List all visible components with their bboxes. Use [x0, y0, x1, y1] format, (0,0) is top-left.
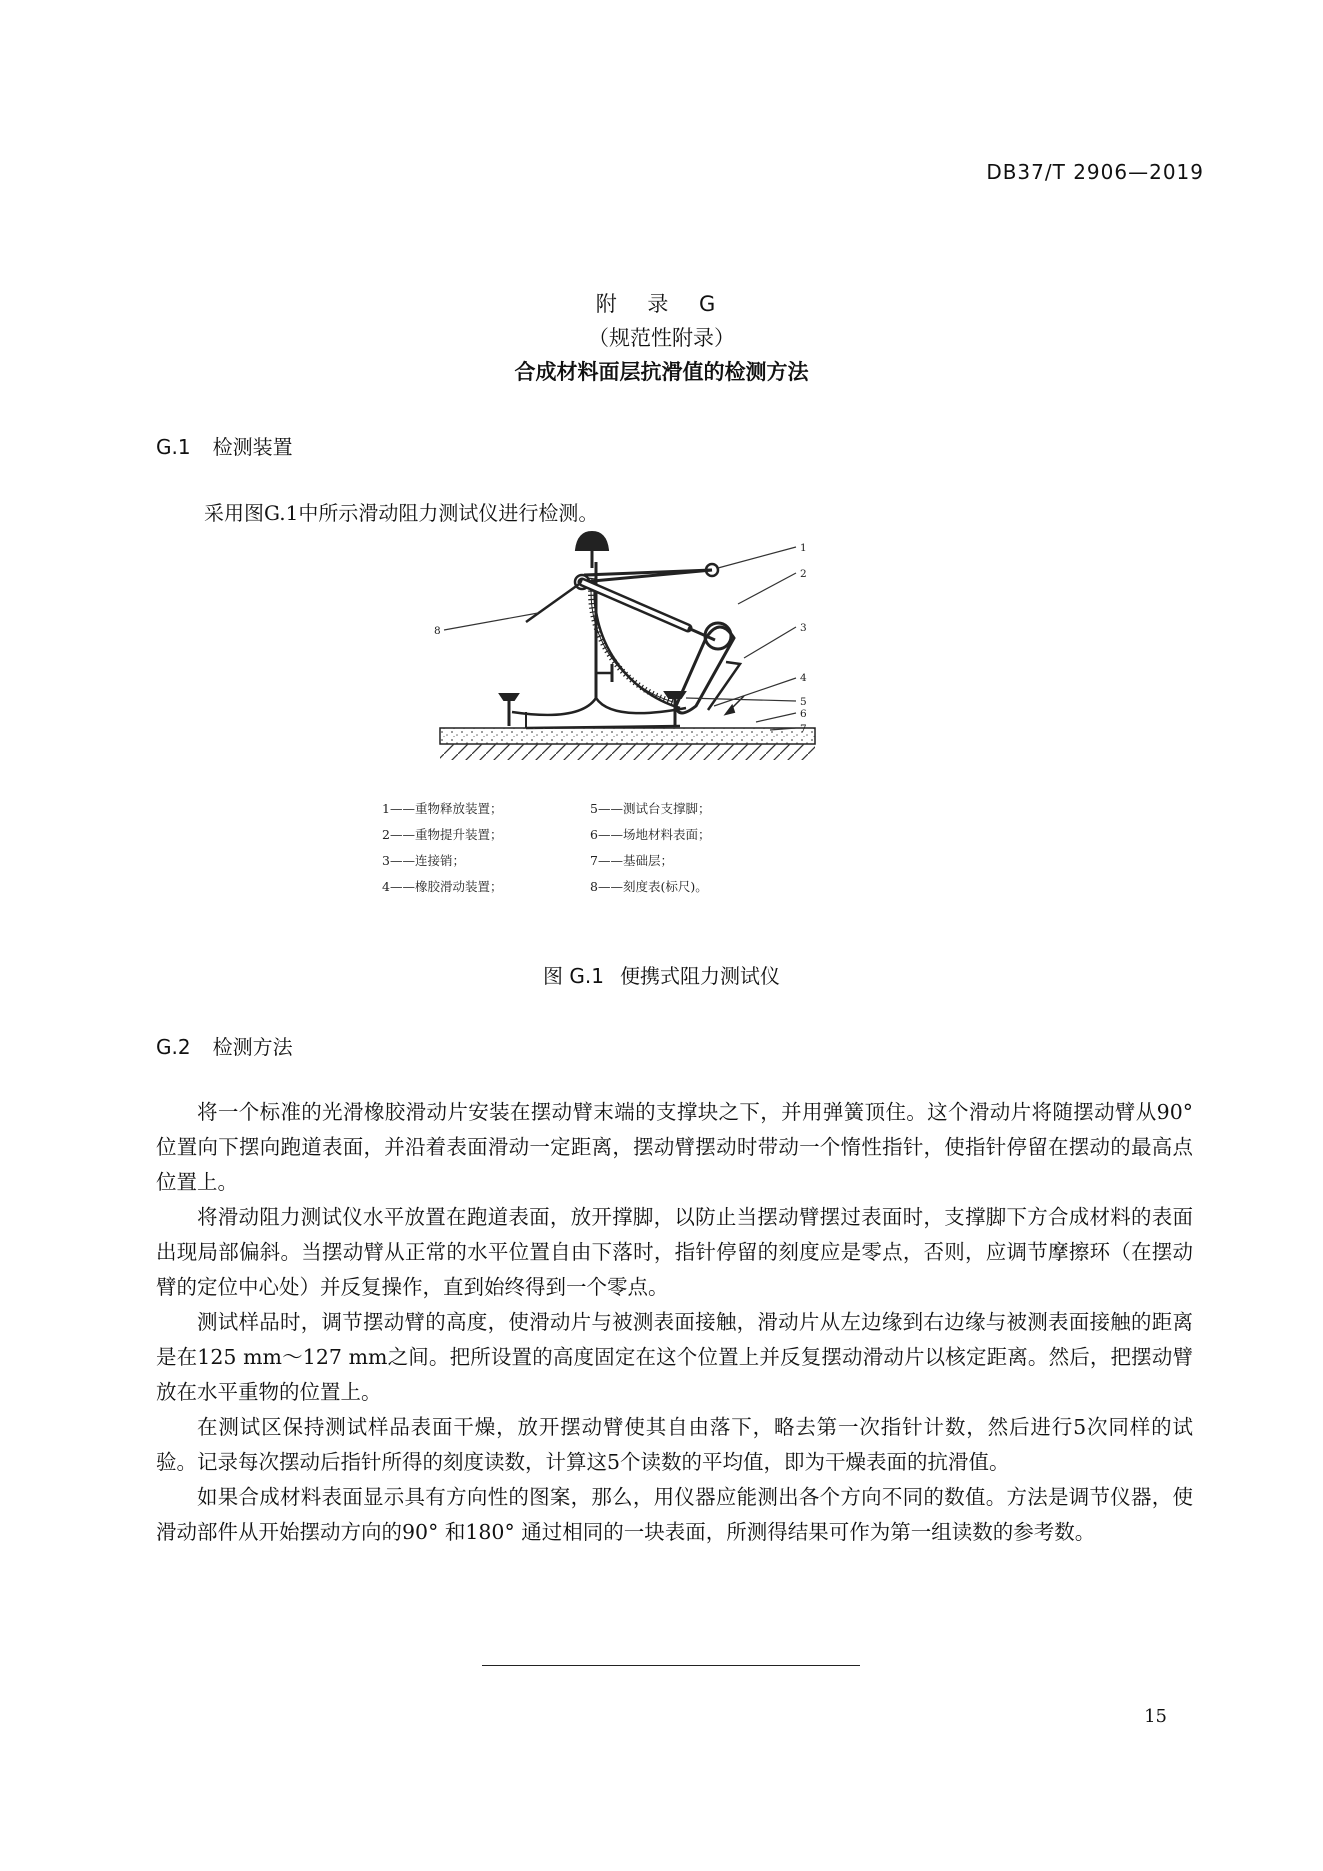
callout-2: 2: [800, 568, 807, 580]
legend-item: 4——橡胶滑动装置；: [382, 879, 503, 894]
callout-6: 6: [800, 708, 807, 720]
figure-number: 图 G.1: [543, 964, 604, 988]
callout-8: 8: [434, 625, 441, 637]
figure-skid-tester: [382, 530, 970, 915]
section-title: 检测装置: [212, 435, 293, 459]
section-heading-g2: [156, 1031, 293, 1060]
method-body: [156, 1095, 1193, 1550]
legend-item: 5——测试台支撑脚；: [590, 801, 711, 816]
section-title: 检测方法: [212, 1035, 293, 1059]
legend-item: 7——基础层；: [590, 853, 673, 868]
section-number: G.2: [156, 1035, 191, 1059]
section-number: G.1: [156, 435, 191, 459]
footer-divider: [482, 1665, 860, 1666]
support-foot-right: [665, 692, 685, 698]
callout-5: 5: [800, 696, 807, 708]
legend-item: 6——场地材料表面；: [590, 827, 711, 842]
support-foot-left: [500, 694, 518, 700]
paragraph: 将一个标准的光滑橡胶滑动片安装在摆动臂末端的支撑块之下，并用弹簧顶住。这个滑动片将随摆动臂从90° 位置向下摆向跑道表面，并沿着表面滑动一定距离，摆动臂摆动时带动一个惰性指针，使指针停留在摆动的最高点位置上。: [156, 1100, 1193, 1194]
tester-drawing: [440, 532, 815, 760]
legend-item: 3——连接销；: [382, 853, 465, 868]
figure-title: 便携式阻力测试仪: [619, 964, 780, 988]
page-number: 15: [1144, 1706, 1167, 1727]
callout-1: 1: [800, 542, 807, 554]
callout-3: 3: [800, 622, 807, 634]
section-heading-g1: [156, 431, 293, 460]
paragraph: 测试样品时，调节摆动臂的高度，使滑动片与被测表面接触，滑动片从左边缘到右边缘与被测表面接触的距离是在125 mm～127 mm之间。把所设置的高度固定在这个位置上并反复摆动滑动片以核定距离。然后，把摆动臂放在水平重物的位置上。: [156, 1310, 1193, 1404]
paragraph: 如果合成材料表面显示具有方向性的图案，那么，用仪器应能测出各个方向不同的数值。方法是调节仪器，使滑动部件从开始摆动方向的90° 和180° 通过相同的一块表面，所测得结果可作为第一组读数的参考数。: [156, 1485, 1193, 1544]
base-layer: [440, 744, 815, 760]
callout-7: 7: [800, 723, 807, 735]
paragraph: 在测试区保持测试样品表面干燥，放开摆动臂使其自由落下，略去第一次指针计数，然后进行5次同样的试验。记录每次摆动后指针所得的刻度读数，计算这5个读数的平均值，即为干燥表面的抗滑值。: [156, 1415, 1193, 1474]
figure-caption: [0, 960, 1323, 989]
section-intro: 采用图G.1中所示滑动阻力测试仪进行检测。: [204, 501, 599, 525]
appendix-name: 合成材料面层抗滑值的检测方法: [514, 360, 809, 384]
scale-arc: [584, 575, 680, 708]
legend-item: 1——重物释放装置；: [382, 801, 503, 816]
paragraph: 将滑动阻力测试仪水平放置在跑道表面，放开撑脚，以防止当摆动臂摆过表面时，支撑脚下方合成材料的表面出现局部偏斜。当摆动臂从正常的水平位置自由下落时，指针停留的刻度应是零点，否则，应调节摩擦环（在摆动臂的定位中心处）并反复操作，直到始终得到一个零点。: [156, 1205, 1193, 1299]
legend-item: 8——刻度表(标尺)。: [590, 879, 708, 894]
slider-head: [676, 627, 734, 713]
legend-item: 2——重物提升装置；: [382, 827, 503, 842]
appendix-type: （规范性附录）: [588, 326, 735, 350]
release-knob: [576, 532, 608, 550]
surface-layer: [440, 728, 815, 744]
appendix-title: 附 录 G: [595, 292, 728, 316]
callout-4: 4: [800, 672, 807, 684]
standard-code: DB37/T 2906—2019: [986, 160, 1204, 184]
